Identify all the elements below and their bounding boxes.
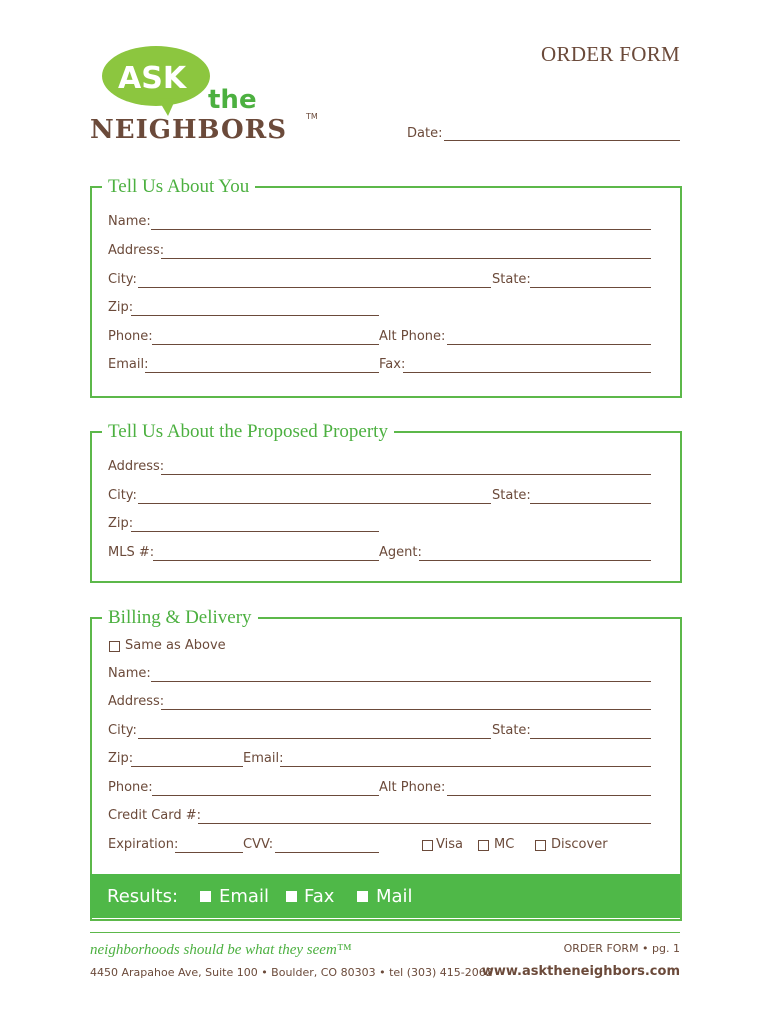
field-label: Phone: bbox=[108, 780, 153, 795]
field-line bbox=[131, 315, 379, 316]
property-mls-field[interactable] bbox=[108, 545, 379, 563]
field-line bbox=[161, 709, 651, 710]
section-title-about-you: Tell Us About You bbox=[102, 176, 255, 198]
about-you-alt-phone-field[interactable] bbox=[379, 329, 651, 347]
field-line bbox=[447, 795, 651, 796]
logo-neighbors: NEIGHBORS bbox=[90, 115, 288, 145]
field-label: Email: bbox=[108, 357, 149, 372]
about-you-address-field[interactable] bbox=[108, 243, 651, 261]
field-label: Name: bbox=[108, 214, 151, 229]
field-line bbox=[275, 852, 379, 853]
field-label: Alt Phone: bbox=[379, 329, 446, 344]
property-state-field[interactable] bbox=[492, 488, 651, 506]
footer-website-link[interactable]: www.asktheneighbors.com bbox=[481, 964, 680, 979]
section-title-billing: Billing & Delivery bbox=[102, 607, 258, 629]
logo-graphic bbox=[88, 44, 328, 156]
same-as-above-option[interactable] bbox=[108, 638, 258, 656]
field-label: Name: bbox=[108, 666, 151, 681]
field-label: City: bbox=[108, 488, 137, 503]
discover-label: Discover bbox=[551, 837, 608, 852]
field-label: City: bbox=[108, 272, 137, 287]
mc-label: MC bbox=[494, 837, 515, 852]
billing-name-field[interactable] bbox=[108, 666, 651, 684]
field-line bbox=[151, 681, 651, 682]
field-label: MLS #: bbox=[108, 545, 155, 560]
results-label: Results: bbox=[107, 886, 179, 907]
field-label: Credit Card #: bbox=[108, 808, 202, 823]
field-label: Email: bbox=[243, 751, 284, 766]
field-label: Fax: bbox=[379, 357, 406, 372]
field-line bbox=[419, 560, 651, 561]
same-as-above-checkbox[interactable] bbox=[109, 641, 120, 652]
about-you-email-field[interactable] bbox=[108, 357, 379, 375]
footer-tagline: neighborhoods should be what they seem™ bbox=[90, 942, 352, 958]
field-label: Zip: bbox=[108, 751, 134, 766]
field-line bbox=[138, 287, 491, 288]
field-line bbox=[152, 795, 379, 796]
field-label: Address: bbox=[108, 243, 165, 258]
billing-phone-field[interactable] bbox=[108, 780, 379, 798]
about-you-name-field[interactable] bbox=[108, 214, 651, 232]
field-label: State: bbox=[492, 272, 531, 287]
footer-address: 4450 Arapahoe Ave, Suite 100 • Boulder, CO 80303 • tel (303) 415-2062 bbox=[90, 966, 493, 979]
page-title: ORDER FORM bbox=[541, 42, 680, 66]
field-label: Alt Phone: bbox=[379, 780, 446, 795]
discover-option[interactable] bbox=[535, 837, 615, 855]
field-line bbox=[131, 766, 243, 767]
field-line bbox=[447, 344, 651, 345]
field-line bbox=[151, 229, 651, 230]
about-you-fax-field[interactable] bbox=[379, 357, 651, 375]
results-fax-checkbox[interactable] bbox=[286, 891, 297, 902]
field-line bbox=[153, 560, 379, 561]
about-you-state-field[interactable] bbox=[492, 272, 651, 290]
date-label: Date: bbox=[407, 126, 443, 141]
results-email-checkbox[interactable] bbox=[200, 891, 211, 902]
field-label: Address: bbox=[108, 694, 165, 709]
field-line bbox=[403, 372, 651, 373]
property-address-field[interactable] bbox=[108, 459, 651, 477]
billing-alt-phone-field[interactable] bbox=[379, 780, 651, 798]
visa-checkbox[interactable] bbox=[422, 840, 433, 851]
about-you-city-field[interactable] bbox=[108, 272, 491, 290]
billing-state-field[interactable] bbox=[492, 723, 651, 741]
field-line bbox=[161, 474, 651, 475]
field-line bbox=[280, 766, 651, 767]
billing-cvv-field[interactable] bbox=[243, 837, 379, 855]
billing-city-field[interactable] bbox=[108, 723, 491, 741]
field-label: Zip: bbox=[108, 300, 134, 315]
discover-checkbox[interactable] bbox=[535, 840, 546, 851]
field-label: CVV: bbox=[243, 837, 274, 852]
field-line bbox=[152, 344, 379, 345]
field-label: City: bbox=[108, 723, 137, 738]
date-line bbox=[444, 140, 680, 141]
field-label: State: bbox=[492, 723, 531, 738]
billing-expiration-field[interactable] bbox=[108, 837, 243, 855]
field-label: Address: bbox=[108, 459, 165, 474]
results-bar bbox=[90, 874, 680, 918]
same-as-above-label: Same as Above bbox=[125, 638, 226, 653]
billing-address-field[interactable] bbox=[108, 694, 651, 712]
results-fax-label: Fax bbox=[304, 886, 335, 907]
mc-option[interactable] bbox=[478, 837, 528, 855]
field-label: Phone: bbox=[108, 329, 153, 344]
visa-label: Visa bbox=[436, 837, 463, 852]
results-mail-checkbox[interactable] bbox=[357, 891, 368, 902]
results-email-label: Email bbox=[219, 886, 269, 907]
section-title-property: Tell Us About the Proposed Property bbox=[102, 421, 394, 443]
footer-page-number: ORDER FORM • pg. 1 bbox=[563, 942, 680, 955]
field-line bbox=[161, 258, 651, 259]
ask-the-neighbors-logo bbox=[88, 44, 328, 156]
logo-tm: TM bbox=[306, 112, 318, 121]
logo-the: the bbox=[208, 85, 257, 115]
mc-checkbox[interactable] bbox=[478, 840, 489, 851]
results-mail-label: Mail bbox=[376, 886, 413, 907]
billing-zip-field[interactable] bbox=[108, 751, 243, 769]
field-line bbox=[138, 503, 491, 504]
field-line bbox=[530, 503, 651, 504]
billing-credit-card-field[interactable] bbox=[108, 808, 651, 826]
visa-option[interactable] bbox=[422, 837, 472, 855]
logo-ask: ASK bbox=[118, 61, 187, 96]
field-line bbox=[175, 852, 243, 853]
footer-divider bbox=[90, 932, 680, 933]
field-label: Expiration: bbox=[108, 837, 179, 852]
field-label: Agent: bbox=[379, 545, 422, 560]
field-line bbox=[138, 738, 491, 739]
property-zip-field[interactable] bbox=[108, 516, 379, 534]
field-line bbox=[145, 372, 379, 373]
about-you-zip-field[interactable] bbox=[108, 300, 379, 318]
field-label: Zip: bbox=[108, 516, 134, 531]
field-line bbox=[198, 823, 651, 824]
field-label: State: bbox=[492, 488, 531, 503]
field-line bbox=[530, 738, 651, 739]
field-line bbox=[131, 531, 379, 532]
about-you-phone-field[interactable] bbox=[108, 329, 379, 347]
property-city-field[interactable] bbox=[108, 488, 491, 506]
date-field[interactable] bbox=[407, 124, 680, 144]
billing-email-field[interactable] bbox=[243, 751, 651, 769]
property-agent-field[interactable] bbox=[379, 545, 651, 563]
field-line bbox=[530, 287, 651, 288]
